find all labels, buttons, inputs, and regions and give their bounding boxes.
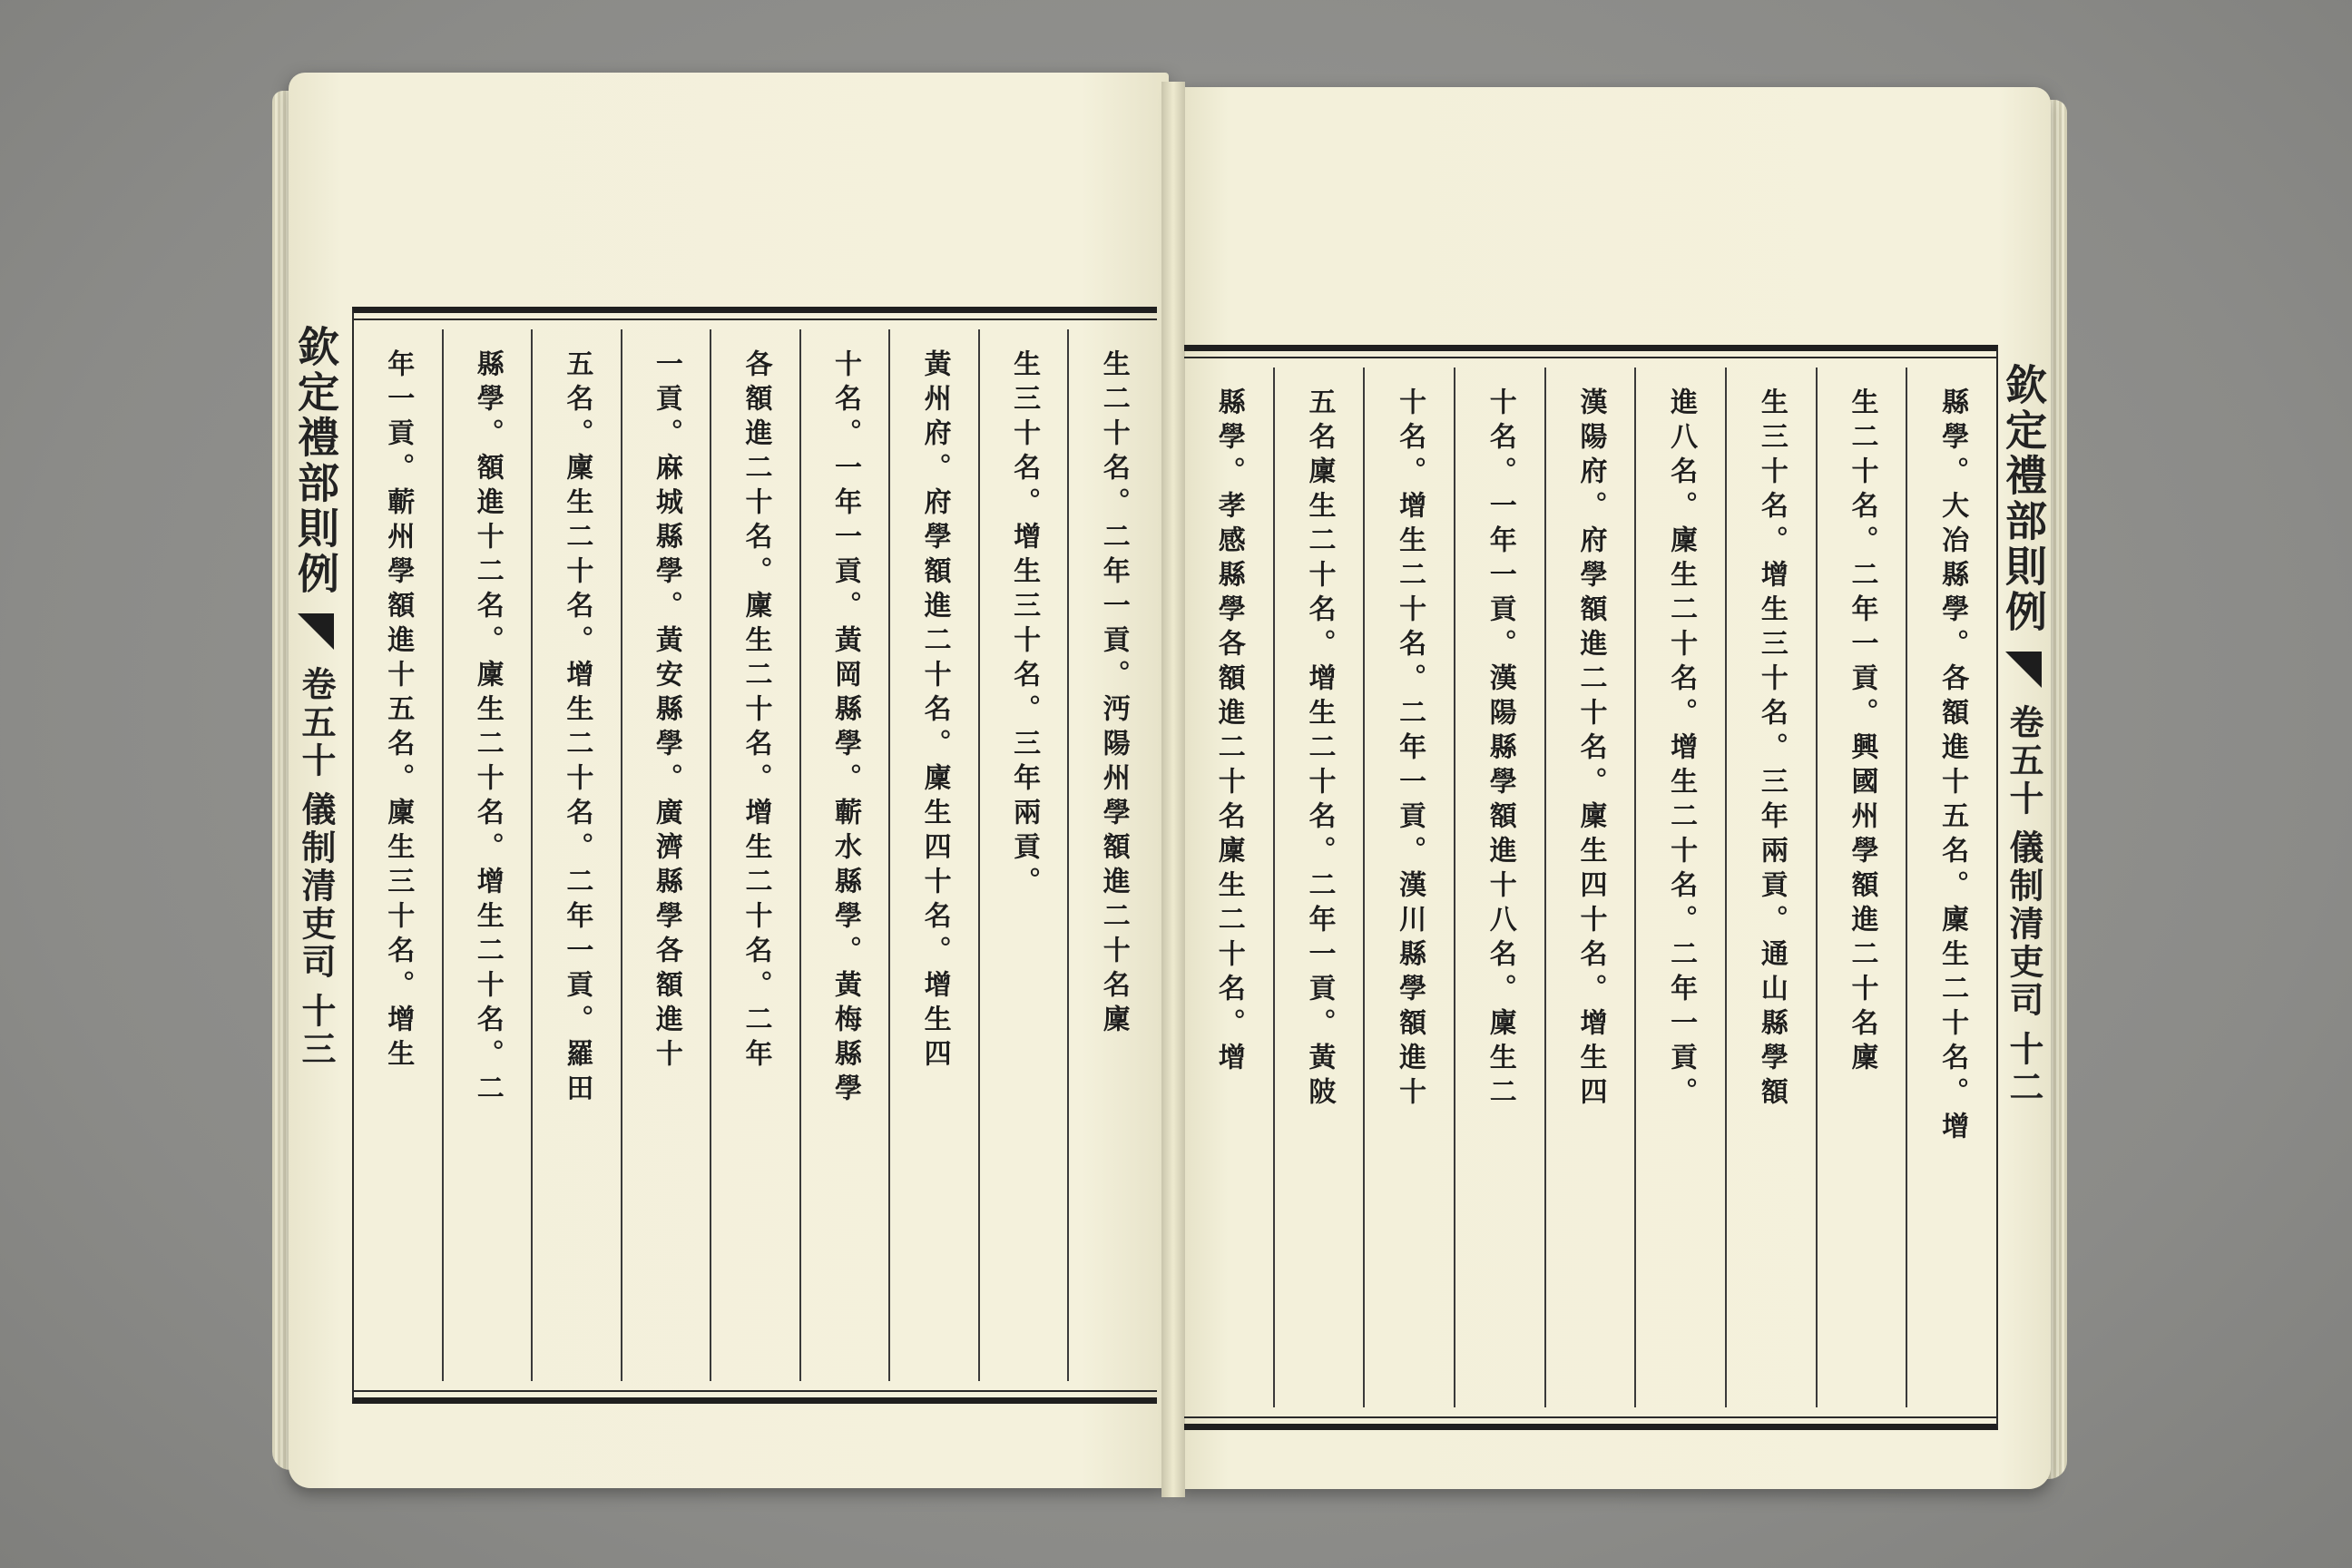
text-column [442, 329, 532, 1381]
column-text: 五名。廩生二十名。增生二十名。二年一貢。羅田 [561, 349, 593, 1108]
column-text: 生三十名。增生三十名。三年兩貢。通山縣學額 [1755, 387, 1788, 1112]
left-spine [289, 307, 343, 1391]
left-spine-title: 欽定禮部則例 [291, 325, 340, 597]
left-text-frame [352, 307, 1157, 1404]
column-text: 十名。一年一貢。黃岡縣學。蘄水縣學。黃梅縣學 [829, 349, 862, 1108]
right-spine-section: 儀制清吏司 [2004, 829, 2044, 1020]
column-text: 年一貢。蘄州學額進十五名。廩生三十名。增生 [382, 349, 415, 1073]
text-column [1906, 368, 1996, 1407]
right-spine [1996, 345, 2051, 1417]
text-column [710, 329, 799, 1381]
text-column [888, 329, 978, 1381]
text-column [799, 329, 889, 1381]
left-columns [354, 329, 1157, 1381]
text-column [354, 329, 442, 1381]
text-column [978, 329, 1068, 1381]
right-spine-title: 欽定禮部則例 [1999, 363, 2048, 635]
column-text: 生三十名。增生三十名。三年兩貢。 [1008, 349, 1041, 901]
fish-tail-mark-icon [298, 613, 334, 650]
column-text: 縣學。額進十二名。廩生二十名。增生二十名。二 [471, 349, 504, 1108]
left-spine-volume: 卷五十 [296, 666, 337, 780]
column-text: 縣學。大冶縣學。各額進十五名。廩生二十名。增 [1936, 387, 1969, 1146]
text-column [1725, 368, 1816, 1407]
column-text: 進八名。廩生二十名。增生二十名。二年一貢。 [1665, 387, 1698, 1112]
right-spine-volume: 卷五十 [2004, 704, 2044, 818]
column-text: 生二十名。二年一貢。沔陽州學額進二十名廩 [1097, 349, 1130, 1039]
left-spine-folio: 十三 [296, 993, 337, 1069]
book-gutter [1161, 82, 1185, 1497]
right-columns [1184, 368, 1996, 1407]
text-column [1816, 368, 1906, 1407]
text-column [1634, 368, 1725, 1407]
text-column [1544, 368, 1635, 1407]
column-text: 各額進二十名。廩生二十名。增生二十名。二年 [740, 349, 772, 1073]
column-text: 一貢。麻城縣學。黃安縣學。廣濟縣學各額進十 [650, 349, 682, 1073]
left-spine-section: 儀制清吏司 [296, 791, 337, 982]
column-text: 縣學。孝感縣學各額進二十名廩生二十名。增 [1212, 387, 1245, 1077]
text-column [1454, 368, 1544, 1407]
right-text-frame [1184, 345, 1998, 1430]
text-column [1363, 368, 1454, 1407]
column-text: 五名廩生二十名。增生二十名。二年一貢。黃陂 [1303, 387, 1336, 1112]
text-column [621, 329, 710, 1381]
text-column [1184, 368, 1273, 1407]
text-column [1067, 329, 1157, 1381]
text-column [1273, 368, 1364, 1407]
text-column [531, 329, 621, 1381]
column-text: 漢陽府。府學額進二十名。廩生四十名。增生四 [1574, 387, 1607, 1112]
column-text: 十名。一年一貢。漢陽縣學額進十八名。廩生二 [1484, 387, 1516, 1112]
column-text: 黃州府。府學額進二十名。廩生四十名。增生四 [918, 349, 951, 1073]
right-spine-folio: 十二 [2004, 1031, 2044, 1107]
fish-tail-mark-icon [2005, 652, 2042, 688]
column-text: 十名。增生二十名。二年一貢。漢川縣學額進十 [1394, 387, 1426, 1112]
column-text: 生二十名。二年一貢。興國州學額進二十名廩 [1846, 387, 1878, 1077]
